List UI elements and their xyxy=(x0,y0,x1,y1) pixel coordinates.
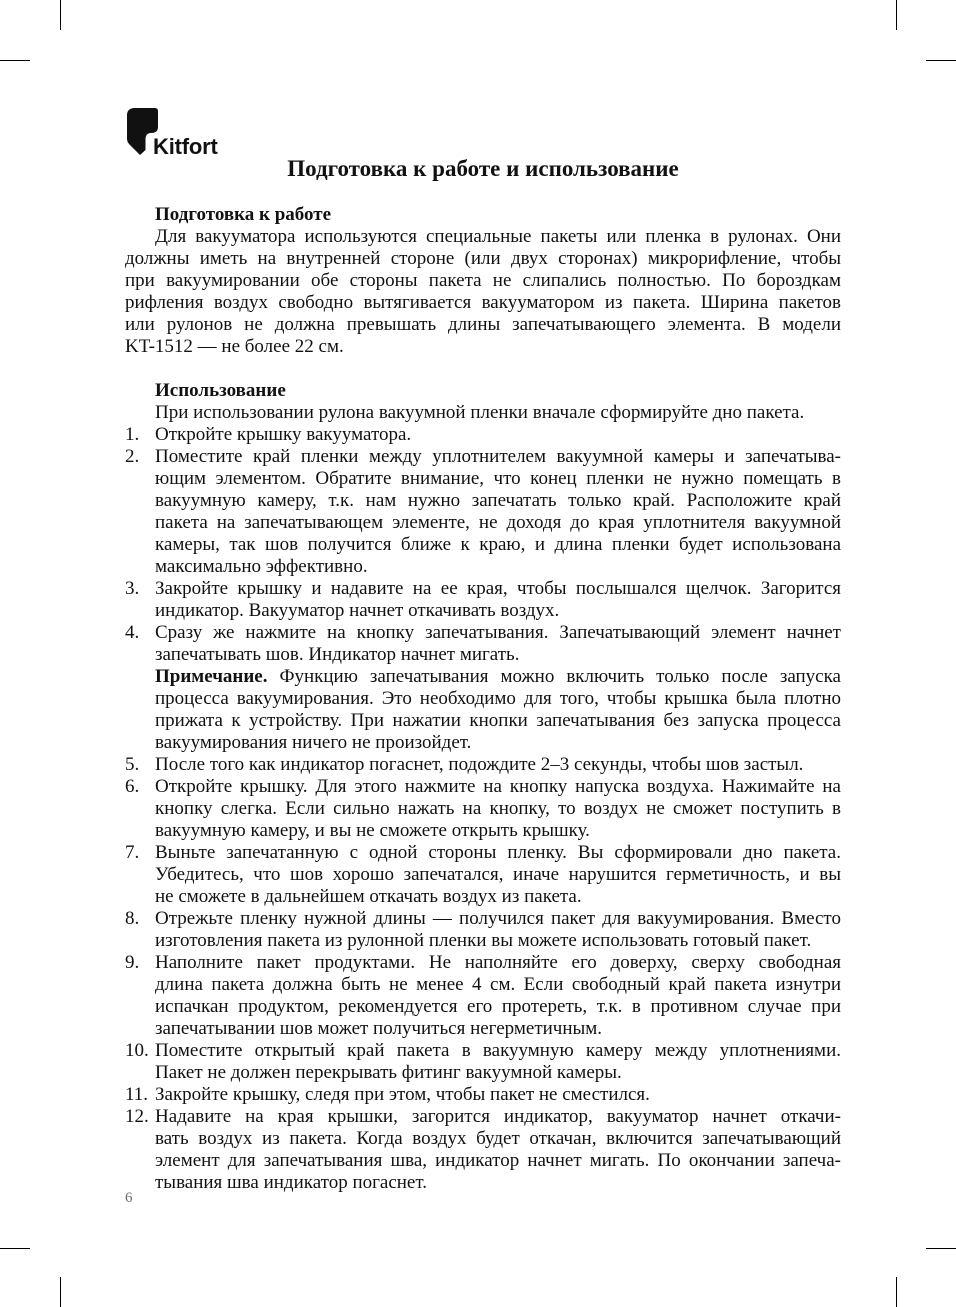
list-item-line: вакуумную камеру, т.к. нам нужно запечатать только край. Расположите край xyxy=(155,490,841,511)
section-heading-preparation: Подготовка к работе xyxy=(155,204,332,225)
paragraph-line: или рулонов не должна превышать длины запечатывающего элемента. В модели xyxy=(125,314,841,335)
list-item-text: Отрежьте пленку нужной длины — получился пакет для вакуумирования. Вместо xyxy=(155,908,841,929)
list-item-line: длина пакета должна быть не менее 4 см. Если свободный край пакета изнутри xyxy=(155,974,841,995)
list-item-7 xyxy=(125,842,841,908)
list-item-text: Поместите край пленки между уплотнителем вакуумной камеры и запечатыва- xyxy=(155,446,841,467)
list-item-line: вать воздух из пакета. Когда воздух будет откачан, включится запечатывающий xyxy=(155,1128,841,1149)
list-item-line xyxy=(125,424,841,446)
list-item-11 xyxy=(125,1084,841,1106)
logo-text: Kitfort xyxy=(153,134,218,159)
list-item-line xyxy=(125,622,841,644)
crop-mark-top-left-horizontal xyxy=(0,60,30,61)
list-item-2 xyxy=(125,446,841,578)
list-item-line: камеры, так шов получится ближе к краю, и длина пленки будет использована xyxy=(155,534,841,555)
paragraph-line: KT-1512 — не более 22 см. xyxy=(125,336,344,357)
list-item-number: 6. xyxy=(125,776,140,797)
list-item-text: Сразу же нажмите на кнопку запечатывания. Запечатывающий элемент начнет xyxy=(155,622,841,643)
list-item-4 xyxy=(125,622,841,754)
list-item-line xyxy=(125,1040,841,1062)
list-item-number: 12. xyxy=(125,1106,149,1127)
list-item-number: 8. xyxy=(125,908,140,929)
list-item-10 xyxy=(125,1040,841,1084)
note-line xyxy=(125,666,841,688)
list-item-line xyxy=(125,908,841,930)
list-item-line: ющим элементом. Обратите внимание, что конец пленки не нужно помещать в xyxy=(155,468,841,489)
list-item-text: Наполните пакет продуктами. Не наполняйте его доверху, сверху свободная xyxy=(155,952,841,973)
list-item-line: изготовления пакета из рулонной пленки вы можете использовать готовый пакет. xyxy=(155,930,812,951)
list-item-text: Закройте крышку, следя при этом, чтобы пакет не сместился. xyxy=(155,1084,650,1105)
list-item-text: После того как индикатор погаснет, подождите 2–3 секунды, чтобы шов застыл. xyxy=(155,754,804,775)
list-item-3 xyxy=(125,578,841,622)
note xyxy=(125,666,841,754)
list-item-text: Откройте крышку. Для этого нажмите на кнопку напуска воздуха. Нажимайте на xyxy=(155,776,841,797)
list-item-text: Закройте крышку и надавите на ее края, чтобы послышался щелчок. Загорится xyxy=(155,578,841,599)
list-item-number: 4. xyxy=(125,622,140,643)
list-item-line: испачкан продуктом, рекомендуется его протереть, т.к. в противном случае при xyxy=(155,996,841,1017)
list-item-number: 3. xyxy=(125,578,140,599)
paragraph-line: должны иметь на внутренней стороне (или двух сторонах) микрорифление, чтобы xyxy=(125,248,841,269)
list-item-line: Пакет не должен перекрывать фитинг вакуумной камеры. xyxy=(155,1062,622,1083)
brand-logo xyxy=(125,106,225,158)
list-item-number: 10. xyxy=(125,1040,149,1061)
list-item-line xyxy=(125,1106,841,1128)
list-item-6 xyxy=(125,776,841,842)
list-item-9 xyxy=(125,952,841,1040)
list-item-line: Убедитесь, что шов хорошо запечатался, иначе нарушится герметичность, и вы xyxy=(155,864,841,885)
list-item-1 xyxy=(125,424,841,446)
note-line: процесса вакуумирования. Это необходимо для того, чтобы крышка была плотно xyxy=(155,688,841,709)
list-item-line xyxy=(125,952,841,974)
section-spacer xyxy=(125,358,841,380)
list-item-number: 2. xyxy=(125,446,140,467)
section-heading-usage: Использование xyxy=(155,380,286,401)
list-item-line: не сможете в дальнейшем откачать воздух из пакета. xyxy=(155,886,582,907)
list-item-line xyxy=(125,1084,841,1106)
content xyxy=(125,204,841,1194)
list-item-text: Откройте крышку вакууматора. xyxy=(155,424,412,445)
list-item-5 xyxy=(125,754,841,776)
list-item-number: 9. xyxy=(125,952,140,973)
note-text: Функцию запечатывания можно включить только после запуска xyxy=(279,666,841,687)
list-item-line: запечатывать шов. Индикатор начнет мигать. xyxy=(155,644,520,665)
crop-mark-top-right-vertical xyxy=(896,0,897,30)
paragraph-line: Для вакууматора используются специальные пакеты или пленка в рулонах. Они xyxy=(155,226,841,247)
list-item-number: 1. xyxy=(125,424,140,445)
crop-mark-bottom-right-horizontal xyxy=(926,1248,956,1249)
list-item-line: элемент для запечатывания шва, индикатор начнет мигать. По окончании запеча- xyxy=(155,1150,841,1171)
list-item-12 xyxy=(125,1106,841,1194)
list-item-number: 5. xyxy=(125,754,140,775)
list-item-text: Надавите на края крышки, загорится индикатор, вакууматор начнет откачи- xyxy=(155,1106,841,1127)
crop-mark-top-right-horizontal xyxy=(926,60,956,61)
note-label: Примечание. xyxy=(155,666,268,687)
page-title: Подготовка к работе и использование xyxy=(287,156,679,181)
list-item-number: 7. xyxy=(125,842,140,863)
list-item-line: кнопку слегка. Если сильно нажать на кнопку, то воздух не сможет поступить в xyxy=(155,798,841,819)
list-item-line: вакуумную камеру, и вы не сможете открыть крышку. xyxy=(155,820,590,841)
note-line: прижата к устройству. При нажатии кнопки запечатывания без запуска процесса xyxy=(155,710,841,731)
list-item-line xyxy=(125,446,841,468)
list-item-line: тывания шва индикатор погаснет. xyxy=(155,1172,427,1193)
page-number: 6 xyxy=(125,1190,133,1206)
crop-mark-bottom-left-horizontal xyxy=(0,1248,30,1249)
intro-line: При использовании рулона вакуумной пленки вначале сформируйте дно пакета. xyxy=(155,402,805,423)
paragraph-line: при вакуумировании обе стороны пакета не слипались полностью. По бороздкам xyxy=(125,270,841,291)
list-item-line xyxy=(125,578,841,600)
list-item-text: Поместите открытый край пакета в вакуумную камеру между уплотнениями. xyxy=(155,1040,841,1061)
list-item-line xyxy=(125,754,841,776)
crop-mark-top-left-vertical xyxy=(60,0,61,30)
list-item-line xyxy=(125,842,841,864)
list-item-line: запечатывании шов может получиться негерметичным. xyxy=(155,1018,603,1039)
list-item-line: максимально эффективно. xyxy=(155,556,368,577)
list-item-8 xyxy=(125,908,841,952)
paragraph-line: рифления воздух свободно вытягивается вакууматором из пакета. Ширина пакетов xyxy=(125,292,841,313)
crop-mark-bottom-right-vertical xyxy=(896,1277,897,1307)
list-item-line: пакета на запечатывающем элементе, не доходя до края уплотнителя вакуумной xyxy=(155,512,841,533)
list-item-text: Выньте запечатанную с одной стороны пленку. Вы сформировали дно пакета. xyxy=(155,842,841,863)
crop-mark-bottom-left-vertical xyxy=(60,1277,61,1307)
list-item-line: индикатор. Вакууматор начнет откачивать воздух. xyxy=(155,600,560,621)
list-item-line xyxy=(125,776,841,798)
list-item-number: 11. xyxy=(125,1084,149,1105)
note-line: вакуумирования ничего не произойдет. xyxy=(155,732,472,753)
